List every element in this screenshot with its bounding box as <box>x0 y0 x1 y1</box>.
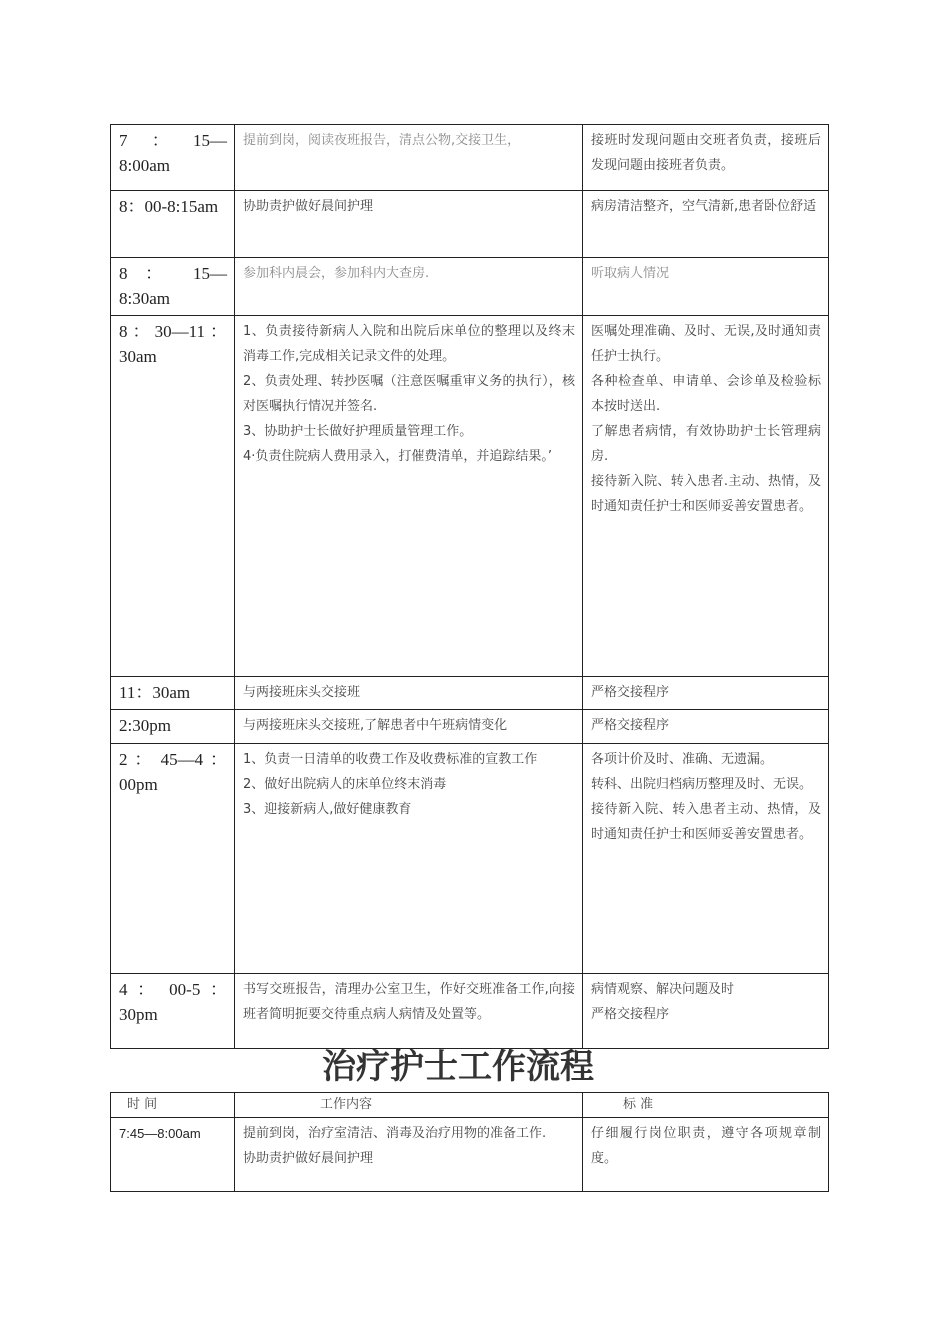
table-row <box>111 1118 829 1192</box>
content-line: 1、负责一日清单的收费工作及收费标准的宣教工作 <box>243 752 538 767</box>
standard-cell <box>583 316 829 677</box>
header-content: 工作内容 <box>235 1093 583 1118</box>
table-row <box>111 258 829 316</box>
time-cell <box>111 744 235 974</box>
time-text: 2 ： 45—4 ： 00pm <box>119 750 227 794</box>
time-cell <box>111 1118 235 1192</box>
content-line: 协助责护做好晨间护理 <box>243 199 374 214</box>
standard-cell <box>583 974 829 1049</box>
time-text: 2:30pm <box>119 716 171 735</box>
table-row <box>111 677 829 710</box>
content-cell <box>235 744 583 974</box>
content-cell <box>235 710 583 744</box>
content-cell <box>235 1118 583 1192</box>
time-cell <box>111 710 235 744</box>
standard-line: 严格交接程序 <box>591 1007 670 1022</box>
standard-cell <box>583 191 829 258</box>
time-cell <box>111 258 235 316</box>
time-cell <box>111 125 235 191</box>
time-text: 7：15—8:00am <box>119 131 227 175</box>
standard-line: 医嘱处理准确、及时、无误,及时通知责任护士执行。 <box>591 324 821 364</box>
standard-line: 病情观察、解决问题及时 <box>591 982 735 997</box>
standard-cell <box>583 744 829 974</box>
table-row <box>111 316 829 677</box>
standard-line: 仔细履行岗位职责，遵守各项规章制度。 <box>591 1126 821 1166</box>
standard-line: 接待新入院、转入患者.主动、热情，及时通知责任护士和医师妥善安置患者。 <box>591 474 821 514</box>
standard-line: 严格交接程序 <box>591 685 670 700</box>
content-cell <box>235 677 583 710</box>
standard-line: 严格交接程序 <box>591 718 670 733</box>
content-line: 3、协助护士长做好护理质量管理工作。 <box>243 424 473 439</box>
standard-line: 转科、出院归档病历整理及时、无误。 <box>591 777 813 792</box>
standard-line: 接班时发现问题由交班者负责，接班后发现问题由接班者负责。 <box>591 133 821 173</box>
content-line: 与两接班床头交接班 <box>243 685 361 700</box>
content-line: 参加科内晨会，参加科内大查房. <box>243 266 430 281</box>
nurse-schedule-table <box>110 124 829 1049</box>
time-text: 4 ： 00-5 ： 30pm <box>119 980 227 1024</box>
standard-line: 各种检查单、申请单、会诊单及检验标本按时送出. <box>591 374 821 414</box>
time-text: 7:45—8:00am <box>119 1126 201 1141</box>
time-text: 8 ： 15—8:30am <box>119 264 227 308</box>
standard-line: 各项计价及时、准确、无遗漏。 <box>591 752 774 767</box>
standard-cell <box>583 677 829 710</box>
treatment-nurse-table <box>110 1092 829 1192</box>
standard-cell <box>583 710 829 744</box>
content-line: 提前到岗，阅读夜班报告，清点公物,交接卫生， <box>243 133 521 148</box>
content-line: 书写交班报告，清理办公室卫生，作好交班准备工作,向接班者简明扼要交待重点病人病情及处置等。 <box>243 982 575 1022</box>
content-cell <box>235 258 583 316</box>
header-standard: 标 准 <box>583 1093 829 1118</box>
standard-line: 了解患者病情，有效协助护士长管理病房. <box>591 424 821 464</box>
content-line: 4·负责住院病人费用录入，打催费清单，并追踪结果。’ <box>243 449 553 464</box>
content-line: 1、负责接待新病人入院和出院后床单位的整理以及终末消毒工作,完成相关记录文件的处理。 <box>243 324 575 364</box>
standard-cell <box>583 1118 829 1192</box>
table-row <box>111 125 829 191</box>
time-cell <box>111 191 235 258</box>
table-header-row <box>111 1093 829 1118</box>
content-line: 2、负责处理、转抄医嘱（注意医嘱重审义务的执行），核对医嘱执行情况并签名. <box>243 374 575 414</box>
standard-line: 听取病人情况 <box>591 266 670 281</box>
table-row <box>111 191 829 258</box>
content-cell <box>235 125 583 191</box>
content-line: 协助责护做好晨间护理 <box>243 1151 374 1166</box>
time-text: 8：30—11：30am <box>119 322 227 366</box>
time-text: 11：30am <box>119 683 191 702</box>
section-title: 治疗护士工作流程 <box>322 1047 594 1087</box>
header-time: 时 间 <box>111 1093 235 1118</box>
time-cell <box>111 974 235 1049</box>
standard-cell <box>583 125 829 191</box>
content-line: 2、做好出院病人的床单位终末消毒 <box>243 777 447 792</box>
time-cell <box>111 677 235 710</box>
table-row <box>111 710 829 744</box>
content-cell <box>235 316 583 677</box>
content-line: 提前到岗，治疗室清洁、消毒及治疗用物的准备工作. <box>243 1126 547 1141</box>
standard-line: 接待新入院、转入患者主动、热情，及时通知责任护士和医师妥善安置患者。 <box>591 802 821 842</box>
table-row <box>111 974 829 1049</box>
content-line: 与两接班床头交接班,了解患者中午班病情变化 <box>243 718 508 733</box>
content-cell <box>235 974 583 1049</box>
time-text: 8：00-8:15am <box>119 197 219 216</box>
content-cell <box>235 191 583 258</box>
standard-cell <box>583 258 829 316</box>
time-cell <box>111 316 235 677</box>
content-line: 3、迎接新病人,做好健康教育 <box>243 802 412 817</box>
table-row <box>111 744 829 974</box>
standard-line: 病房清洁整齐，空气清新,患者卧位舒适 <box>591 199 817 214</box>
